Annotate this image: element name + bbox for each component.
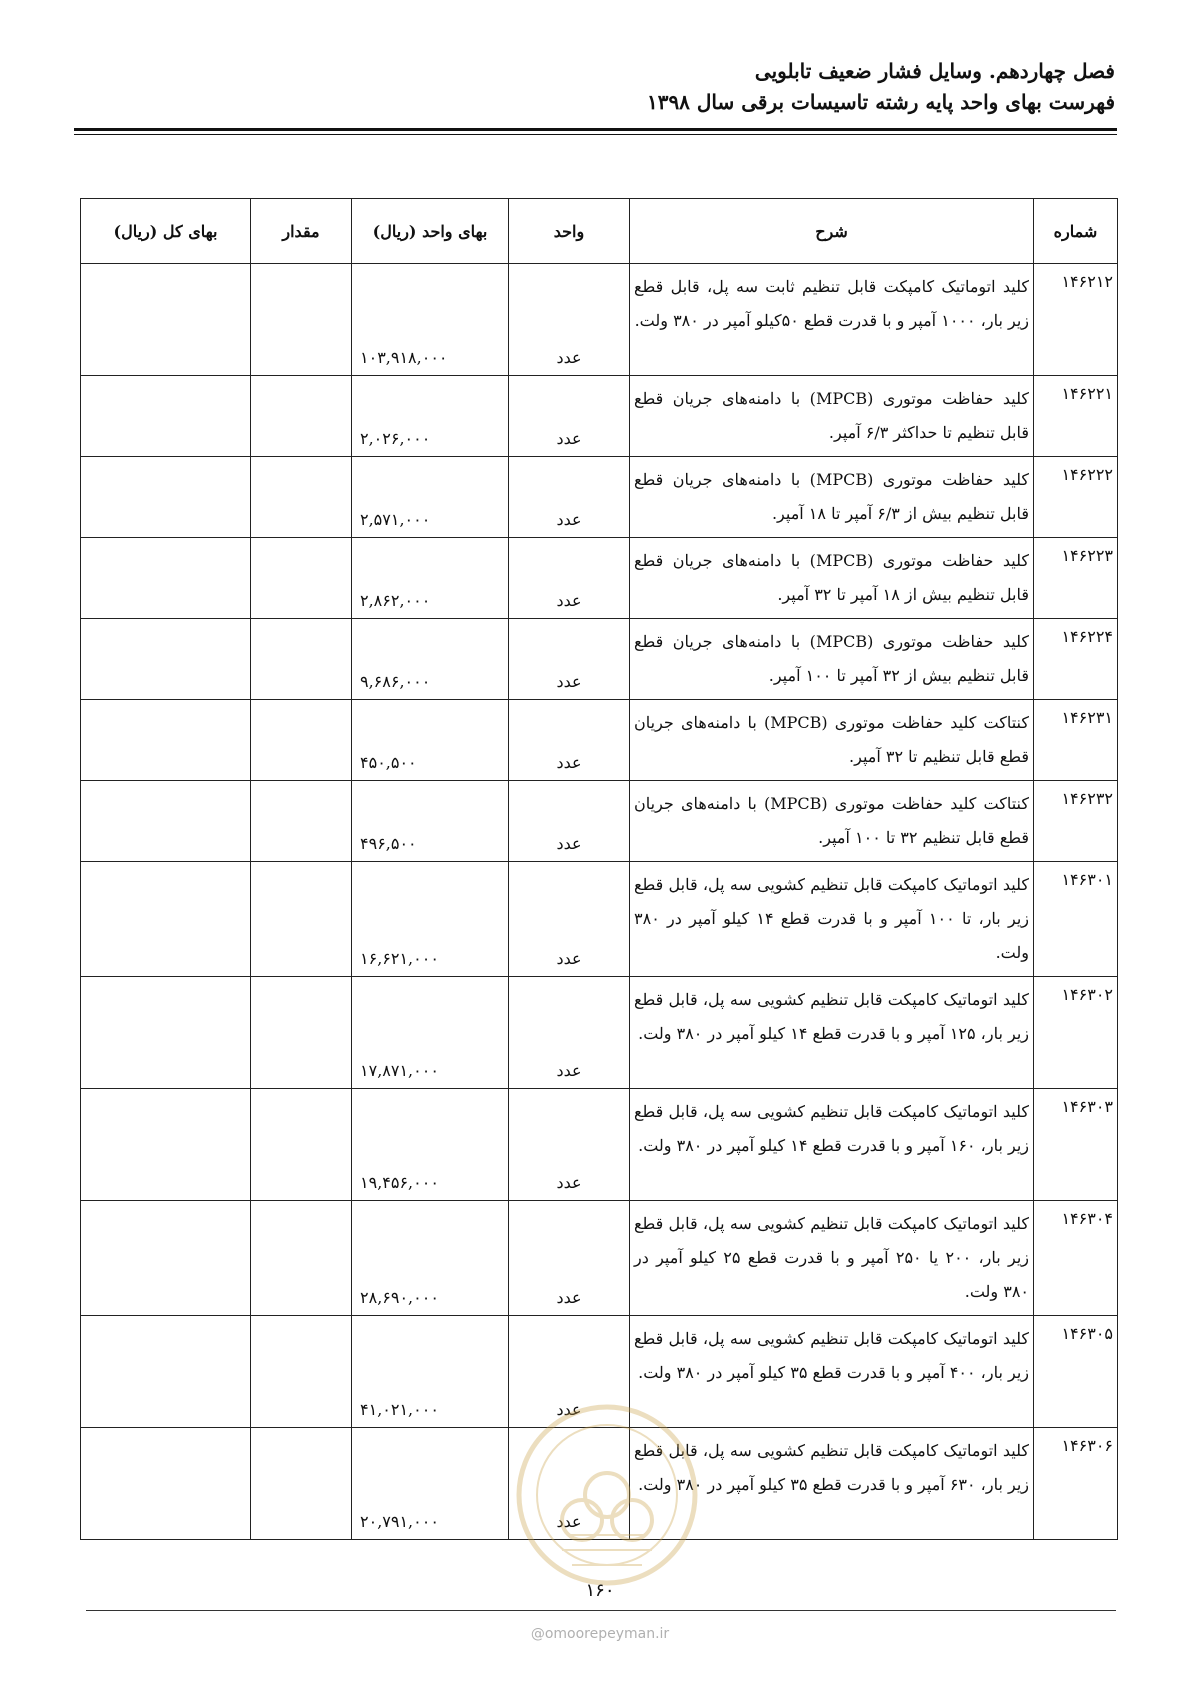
- item-code: ۱۴۶۲۲۳: [1034, 538, 1118, 619]
- item-total: [81, 619, 251, 700]
- table-row: [81, 862, 1118, 977]
- item-unit: عدد: [509, 264, 630, 376]
- item-quantity: [251, 1316, 352, 1428]
- header-unit: واحد: [509, 199, 630, 264]
- item-code: ۱۴۶۲۲۲: [1034, 457, 1118, 538]
- item-code: ۱۴۶۳۰۱: [1034, 862, 1118, 977]
- item-unit-price: ۴۵۰,۵۰۰: [352, 700, 509, 781]
- item-quantity: [251, 1428, 352, 1540]
- item-description: کنتاکت کلید حفاظت موتوری (MPCB) با دامنه‌های جریان قطع قابل تنظیم تا ۳۲ آمپر.: [630, 700, 1034, 781]
- item-quantity: [251, 1089, 352, 1201]
- item-description: کلید اتوماتیک کامپکت قابل تنظیم کشویی سه پل، قابل قطع زیر بار، ۱۶۰ آمپر و با قدرت قطع ۱۴ کیلو آمپر در ۳۸۰ ولت.: [630, 1089, 1034, 1201]
- header-code: شماره: [1034, 199, 1118, 264]
- item-unit: عدد: [509, 376, 630, 457]
- table-header-row: [81, 199, 1118, 264]
- item-description: کلید اتوماتیک کامپکت قابل تنظیم کشویی سه پل، قابل قطع زیر بار، ۱۲۵ آمپر و با قدرت قطع ۱۴ کیلو آمپر در ۳۸۰ ولت.: [630, 977, 1034, 1089]
- document-title: فهرست بهای واحد پایه رشته تاسیسات برقی سال ۱۳۹۸: [646, 90, 1115, 114]
- item-unit: عدد: [509, 619, 630, 700]
- item-code: ۱۴۶۲۱۲: [1034, 264, 1118, 376]
- header-rule-thick: [74, 128, 1117, 131]
- item-code: ۱۴۶۳۰۴: [1034, 1201, 1118, 1316]
- item-total: [81, 1089, 251, 1201]
- item-quantity: [251, 376, 352, 457]
- item-total: [81, 1316, 251, 1428]
- item-quantity: [251, 700, 352, 781]
- item-total: [81, 862, 251, 977]
- item-code: ۱۴۶۲۳۱: [1034, 700, 1118, 781]
- table-row: [81, 977, 1118, 1089]
- item-unit-price: ۴۱,۰۲۱,۰۰۰: [352, 1316, 509, 1428]
- item-code: ۱۴۶۳۰۲: [1034, 977, 1118, 1089]
- item-unit-price: ۲۸,۶۹۰,۰۰۰: [352, 1201, 509, 1316]
- table-row: [81, 619, 1118, 700]
- item-description: کلید حفاظت موتوری (MPCB) با دامنه‌های جریان قطع قابل تنظیم تا حداکثر ۶/۳ آمپر.: [630, 376, 1034, 457]
- table-row: [81, 376, 1118, 457]
- item-unit: عدد: [509, 700, 630, 781]
- header-unit-price: بهای واحد (ریال): [352, 199, 509, 264]
- item-unit: عدد: [509, 538, 630, 619]
- header-total-price: بهای کل (ریال): [81, 199, 251, 264]
- item-quantity: [251, 862, 352, 977]
- item-total: [81, 781, 251, 862]
- item-quantity: [251, 619, 352, 700]
- item-description: کلید اتوماتیک کامپکت قابل تنظیم کشویی سه پل، قابل قطع زیر بار، ۴۰۰ آمپر و با قدرت قطع ۳۵ کیلو آمپر در ۳۸۰ ولت.: [630, 1316, 1034, 1428]
- item-unit-price: ۱۰۳,۹۱۸,۰۰۰: [352, 264, 509, 376]
- table-row: [81, 264, 1118, 376]
- table-row: [81, 700, 1118, 781]
- item-code: ۱۴۶۳۰۵: [1034, 1316, 1118, 1428]
- item-description: کلید حفاظت موتوری (MPCB) با دامنه‌های جریان قطع قابل تنظیم بیش از ۶/۳ آمپر تا ۱۸ آمپر.: [630, 457, 1034, 538]
- item-total: [81, 977, 251, 1089]
- item-unit: عدد: [509, 1201, 630, 1316]
- item-description: کلید اتوماتیک کامپکت قابل تنظیم ثابت سه پل، قابل قطع زیر بار، ۱۰۰۰ آمپر و با قدرت قطع ۵۰کیلو آمپر در ۳۸۰ ولت.: [630, 264, 1034, 376]
- item-unit: عدد: [509, 977, 630, 1089]
- item-quantity: [251, 977, 352, 1089]
- footer-rule: [86, 1610, 1116, 1611]
- price-list-table: [80, 198, 1118, 1540]
- item-unit: عدد: [509, 1316, 630, 1428]
- item-quantity: [251, 538, 352, 619]
- item-quantity: [251, 1201, 352, 1316]
- item-quantity: [251, 781, 352, 862]
- item-total: [81, 700, 251, 781]
- page-header: [75, 56, 1115, 118]
- item-description: کلید حفاظت موتوری (MPCB) با دامنه‌های جریان قطع قابل تنظیم بیش از ۳۲ آمپر تا ۱۰۰ آمپر.: [630, 619, 1034, 700]
- header-quantity: مقدار: [251, 199, 352, 264]
- page-number: ۱۶۰: [585, 1580, 615, 1601]
- header-description: شرح: [630, 199, 1034, 264]
- item-unit: عدد: [509, 1089, 630, 1201]
- table-row: [81, 781, 1118, 862]
- item-code: ۱۴۶۳۰۳: [1034, 1089, 1118, 1201]
- table-row: [81, 1316, 1118, 1428]
- item-unit-price: ۴۹۶,۵۰۰: [352, 781, 509, 862]
- table-row: [81, 538, 1118, 619]
- item-code: ۱۴۶۲۳۲: [1034, 781, 1118, 862]
- item-unit-price: ۲,۵۷۱,۰۰۰: [352, 457, 509, 538]
- item-total: [81, 1428, 251, 1540]
- item-unit-price: ۹,۶۸۶,۰۰۰: [352, 619, 509, 700]
- item-unit: عدد: [509, 781, 630, 862]
- item-code: ۱۴۶۳۰۶: [1034, 1428, 1118, 1540]
- item-quantity: [251, 264, 352, 376]
- item-total: [81, 457, 251, 538]
- header-rule-thin: [74, 134, 1117, 135]
- item-total: [81, 376, 251, 457]
- table-row: [81, 457, 1118, 538]
- table-row: [81, 1201, 1118, 1316]
- website-watermark: @omoorepeyman.ir: [530, 1626, 670, 1642]
- item-unit-price: ۲۰,۷۹۱,۰۰۰: [352, 1428, 509, 1540]
- item-unit-price: ۱۷,۸۷۱,۰۰۰: [352, 977, 509, 1089]
- item-description: کلید اتوماتیک کامپکت قابل تنظیم کشویی سه پل، قابل قطع زیر بار، تا ۱۰۰ آمپر و با قدرت قطع ۱۴ کیلو آمپر در ۳۸۰ ولت.: [630, 862, 1034, 977]
- item-description: کلید حفاظت موتوری (MPCB) با دامنه‌های جریان قطع قابل تنظیم بیش از ۱۸ آمپر تا ۳۲ آمپر.: [630, 538, 1034, 619]
- item-unit-price: ۱۶,۶۲۱,۰۰۰: [352, 862, 509, 977]
- item-unit-price: ۱۹,۴۵۶,۰۰۰: [352, 1089, 509, 1201]
- table-row: [81, 1089, 1118, 1201]
- item-total: [81, 1201, 251, 1316]
- item-code: ۱۴۶۲۲۱: [1034, 376, 1118, 457]
- item-unit-price: ۲,۰۲۶,۰۰۰: [352, 376, 509, 457]
- item-unit: عدد: [509, 1428, 630, 1540]
- item-description: کلید اتوماتیک کامپکت قابل تنظیم کشویی سه پل، قابل قطع زیر بار، ۶۳۰ آمپر و با قدرت قطع ۳۵ کیلو آمپر در ۳۸۰ ولت.: [630, 1428, 1034, 1540]
- chapter-title: فصل چهاردهم. وسایل فشار ضعیف تابلویی: [754, 59, 1115, 83]
- item-total: [81, 264, 251, 376]
- item-quantity: [251, 457, 352, 538]
- item-unit: عدد: [509, 862, 630, 977]
- item-description: کنتاکت کلید حفاظت موتوری (MPCB) با دامنه‌های جریان قطع قابل تنظیم ۳۲ تا ۱۰۰ آمپر.: [630, 781, 1034, 862]
- table-row: [81, 1428, 1118, 1540]
- item-description: کلید اتوماتیک کامپکت قابل تنظیم کشویی سه پل، قابل قطع زیر بار، ۲۰۰ یا ۲۵۰ آمپر و با قدرت قطع ۲۵ کیلو آمپر در ۳۸۰ ولت.: [630, 1201, 1034, 1316]
- item-code: ۱۴۶۲۲۴: [1034, 619, 1118, 700]
- item-unit-price: ۲,۸۶۲,۰۰۰: [352, 538, 509, 619]
- item-total: [81, 538, 251, 619]
- item-unit: عدد: [509, 457, 630, 538]
